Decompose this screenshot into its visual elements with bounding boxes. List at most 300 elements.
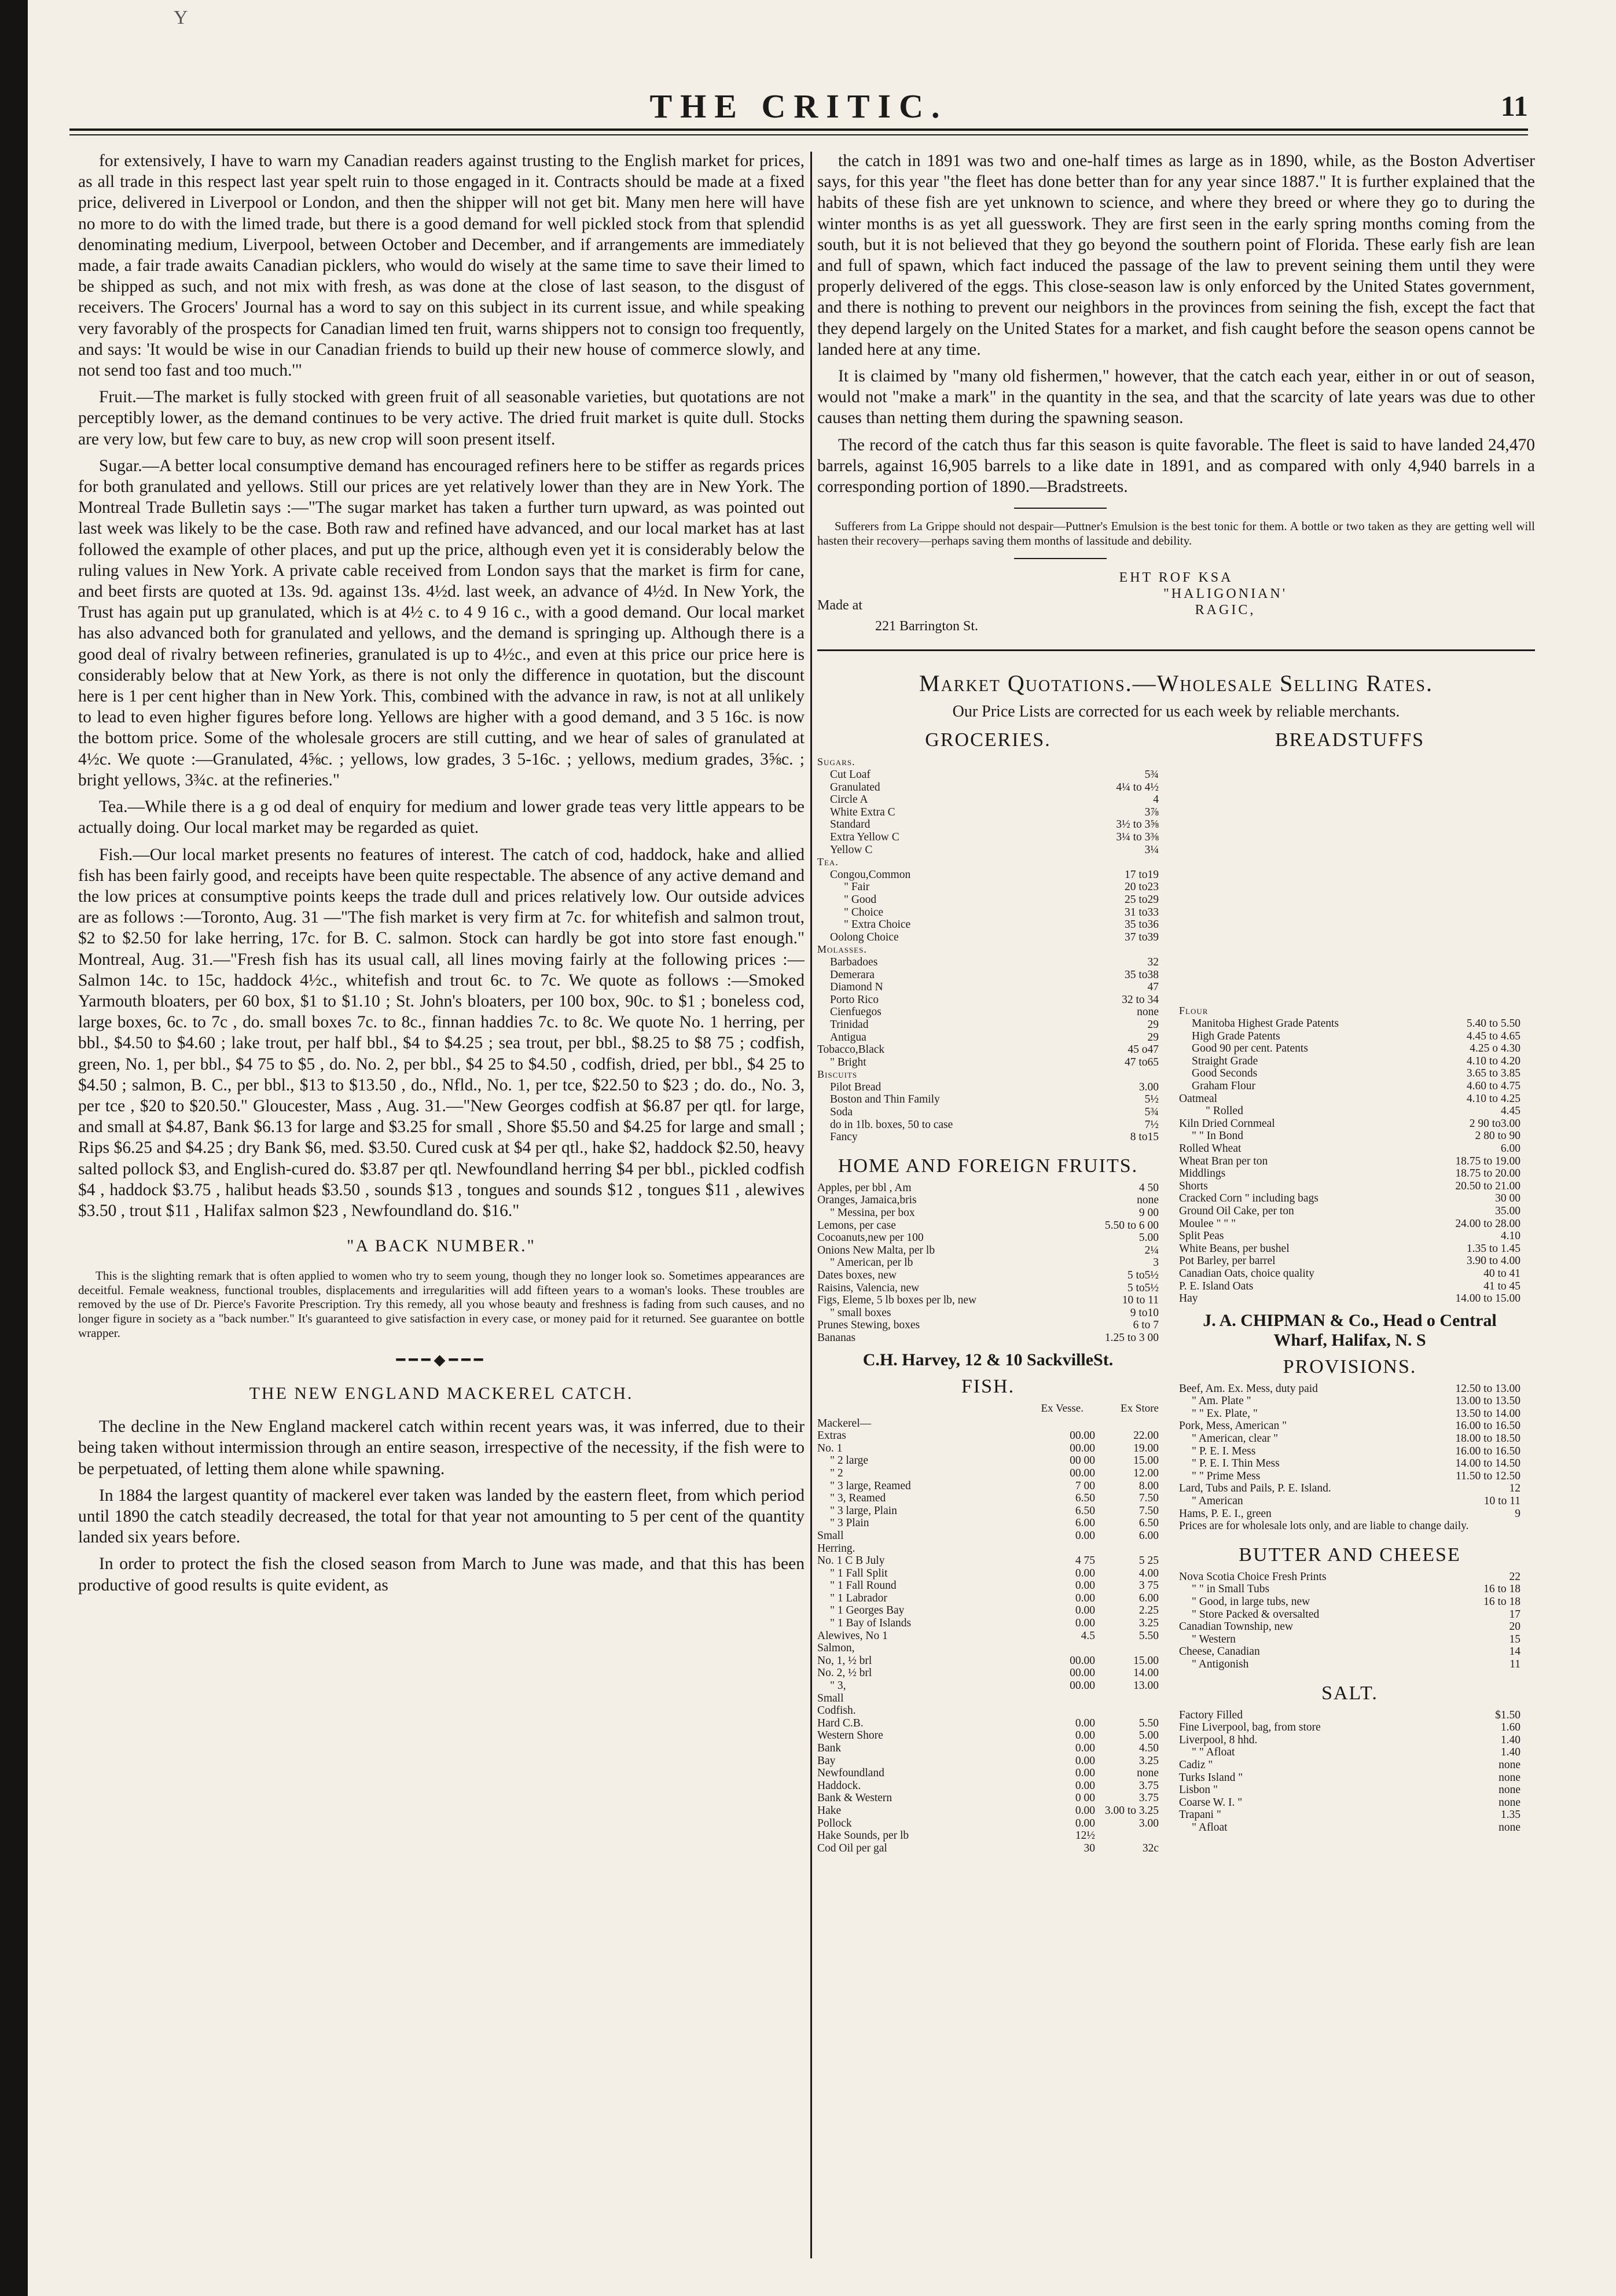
fish-row [817,1742,1159,1755]
groceries-title: GROCERIES. [925,729,1051,751]
fish-store-price [1095,1642,1159,1655]
price-value: 5.50 to 6 00 [1104,1219,1159,1232]
price-row [1179,1645,1520,1658]
price-value: 15 [1509,1633,1520,1645]
fish-vessel-price: 0.00 [1075,1804,1095,1817]
fish-store-price: 15.00 [1133,1654,1159,1667]
price-value: 3.65 to 3.85 [1466,1067,1520,1080]
price-value: 16 to 18 [1483,1596,1520,1608]
fish-store-price: 3.00 [1138,1817,1159,1830]
fish-row [817,1767,1159,1780]
fish-vessel-price: 0.00 [1075,1529,1095,1542]
fish-label: No. 1 C B July [817,1555,885,1567]
price-label: Middlings [1179,1167,1226,1180]
masthead [69,87,1528,125]
price-row [817,1056,1159,1069]
price-value: 4.45 to 4.65 [1466,1030,1520,1042]
price-value: 9 to10 [1130,1306,1159,1319]
price-label: do in 1lb. boxes, 50 to case [830,1118,953,1131]
price-value: 20 to23 [1124,881,1159,894]
price-label: Lisbon " [1179,1784,1218,1797]
breadstuffs-title: BREADSTUFFS [1275,729,1425,751]
fish-label: " 3 Plain [830,1517,869,1530]
price-label: Standard [830,818,871,831]
price-value: 5½ [1144,1093,1159,1106]
butter-cheese-table [1179,1571,1520,1671]
price-label: " Rolled [1206,1105,1243,1118]
fish-row [817,1430,1159,1442]
fruits-table [817,1182,1159,1344]
price-row [1179,1005,1520,1017]
price-label: Turks Island " [1179,1771,1243,1784]
fish-columns [817,1402,1159,1415]
notice-line-3: RAGIC, [1195,603,1256,618]
fish-row [817,1517,1159,1530]
price-value: 7½ [1144,1118,1159,1131]
price-value: none [1499,1771,1520,1784]
fish-vessel-price: 0.00 [1075,1592,1095,1604]
price-value: 14.00 to 14.50 [1455,1457,1520,1470]
notice-address: 221 Barrington St. [875,619,978,634]
price-label: Apples, per bbl , Am [817,1181,912,1194]
fish-store-price [1095,1704,1159,1717]
paragraph: the catch in 1891 was two and one-half times as large as in 1890, while, as the Boston Advertiser says, for this year "the fleet has done better than for any year since 1887." It is further explained that the habits of these fish are yet unknown to science, and where they breed or where they go to during the winter months is as yet all guesswork. They are first seen in the early spring months coming from the south, but it is not believed that they go beyond the southern point of Florida. These early fish are lean and full of spawn, which fact induced the passage of the law to prevent seining them until they were properly delivered of the eggs. This close-season law is only enforced by the United States government, and there is nothing to prevent our neighbors in the provinces from seining the fish, except the fact that they depend largely on the United States for a market, and fish caught before the season opens cannot be landed here at any time. [817,152,1535,359]
fish-store-price: 7.50 [1138,1504,1159,1517]
price-value: 25 to29 [1124,893,1159,906]
fish-label: No. 1 [817,1442,843,1454]
stray-mark: Y [174,7,188,28]
fish-row [817,1630,1159,1643]
price-row [817,806,1159,819]
price-row [817,956,1159,969]
price-value: 10 to 11 [1483,1495,1520,1508]
price-value: 11.50 to 12.50 [1456,1470,1520,1482]
price-value [1155,943,1159,956]
paragraph: Fish.—Our local market presents no features of interest. The catch of cod, haddock, hake and allied fish has been fairly good, and receipts have been quite respectable. The absence of any active demand and the low prices at consumptive points keeps the trade dull and prices relatively low. Our outside advices are as follows :—Toronto, Aug. 31 —"The fish market is very firm at 7c. for whitefish and salmon trout, $2 to $2.50 for lake herring, 17c. for B. C. salmon. Stock can hardly be got into store fast enough." Montreal, Aug. 31.—"Fresh fish has its usual call, all lines moving fairly at the following prices :—Salmon 14c. to 15c, haddock 4½c., whitefish and trout 6c. to 7c. We quote as follows :—Smoked Yarmouth bloaters, per 60 box, $1 to $1.10 ; St. John's bloaters, per 100 box, 90c. to $1 ; boneless cod, large boxes, 6c. to 7c , do. small boxes 7c. to 8c., finnan haddies 7c. to 8c. We quote No. 1 herring, per bbl., $4.50 to $4.60 ; lake trout, per half bbl., $4 to $4.25 ; sea trout, per bbl., $8.25 to $8 75 ; codfish, green, No. 1, per bbl., $4 75 to $5 , do. No. 2, per bbl., $4 25 to $4.50 , codfish, dried, per bbl., $4 25 to $4.50 ; salmon, B. C., per bbl., $13 to $13.50 , do., Nfld., No. 1, per tce, $22.50 to $23 ; do. do., No. 3, per tce , $20 to $20.50." Gloucester, Mass , Aug. 31.—"New Georges codfish at $6.87 per qtl. for large, and small at $4.87, Bank $6.13 for large and $3.25 for small , Shore $5.50 and $4.25 for large and small ; Rips $6.25 and $4.25 ; dry Bank $6, med. $3.50. Cured cusk at $4 per qtl., hake $2, haddock $2.50, heavy salted pollock $3, and English-cured do. $3.87 per qtl. Newfoundland herring $4 per bbl., pickled codfish $4 , haddock $3.75 , halibut heads $3.50 , sounds $13 , tongues and sounds $12 , tongues $11 , alewives $3.50 , trout $11 , Halifax salmon $23 , Newfoundland do. $16." [78,845,805,1220]
price-label: Cut Loaf [830,769,871,781]
fish-label: " 1 Bay of Islands [830,1617,912,1630]
fish-row [817,1830,1159,1842]
back-number-title: "A BACK NUMBER." [347,1236,536,1256]
fish-row [817,1704,1159,1717]
price-label: Cocoanuts,new per 100 [817,1232,924,1244]
price-label: " Messina, per box [830,1207,915,1219]
fish-label: Codfish. [817,1704,856,1717]
price-row [1179,1596,1520,1608]
price-label: Trinidad [830,1018,869,1031]
price-row [817,1068,1159,1081]
mackerel-article-title: THE NEW ENGLAND MACKEREL CATCH. [249,1384,634,1404]
price-row [1179,1395,1520,1408]
price-row [817,844,1159,857]
price-value: 16 to 18 [1483,1583,1520,1596]
fish-vessel-price: 00.00 [1070,1654,1095,1667]
price-value: 4.10 to 4.25 [1466,1092,1520,1105]
price-label: " " In Bond [1192,1130,1244,1143]
chipman-advert: J. A. CHIPMAN & Co., Head o Central Wharf, Halifax, N. S [1203,1310,1497,1350]
price-value: 11 [1510,1658,1520,1670]
price-row [817,943,1159,956]
fish-store-price: 3.75 [1138,1792,1159,1805]
price-label: Demerara [830,968,875,981]
price-row [1179,1408,1520,1420]
fish-row [817,1492,1159,1505]
price-row [817,919,1159,931]
fish-row [817,1655,1159,1667]
fish-store-price: 15.00 [1133,1454,1159,1467]
fish-row [817,1592,1159,1605]
price-value: 35 to38 [1124,968,1159,981]
price-row [817,831,1159,844]
price-label: Fancy [830,1131,858,1144]
fish-label: Salmon, [817,1642,855,1655]
price-value: none [1499,1796,1520,1809]
price-value: 3½ to 3⅝ [1116,818,1159,831]
right-column [817,150,1535,2263]
price-value: 2¼ [1144,1244,1159,1257]
fish-label: " 1 Georges Bay [830,1604,905,1617]
price-label: Kiln Dried Cornmeal [1179,1117,1275,1130]
price-value: 2 80 to 90 [1475,1130,1520,1143]
price-value [1155,756,1159,769]
price-row [1179,1772,1520,1784]
fish-label: " 2 [830,1467,843,1479]
price-label: Trapani " [1179,1809,1221,1821]
paragraph: It is claimed by "many old fishermen," however, that the catch each year, either in or out of season, would not "make a mark" in the quantity in the sea, and that the scarcity of late years was due to other causes than netting them during the spawning season. [817,367,1535,428]
price-row [1179,1746,1520,1759]
fish-label: " 3, Reamed [830,1492,886,1505]
fish-row [817,1579,1159,1592]
price-label: " small boxes [830,1306,891,1319]
price-row [817,794,1159,806]
price-value: 35.00 [1495,1204,1520,1217]
price-column-left [817,727,1159,1854]
price-label: White Beans, per bushel [1179,1242,1290,1255]
fish-vessel-price [1031,1704,1095,1717]
fish-label: Haddock. [817,1779,861,1792]
price-value: 32 to 34 [1122,993,1159,1006]
price-row [817,1207,1159,1219]
price-label: Bananas [817,1331,856,1344]
price-value: 41 to 45 [1483,1280,1520,1292]
price-row [1179,1734,1520,1747]
price-label: Pork, Mess, American " [1179,1420,1287,1432]
price-row [1179,1420,1520,1432]
price-row [1179,1809,1520,1821]
notice-line-1: EHT ROF KSA [1119,570,1233,586]
price-label: Split Peas [1179,1230,1224,1243]
price-row [817,781,1159,794]
fish-vessel-price [1031,1642,1095,1655]
paragraph: for extensively, I have to warn my Canadian readers against trusting to the English market for prices, as all trade in this respect last year spelt ruin to those engaged in it. Contracts should be made at a fixed price, delivered in Liverpool or London, and then the shipper will not get bit. Many men here will have no more to do with the limed trade, but there is a good demand for well pickled stock from that splendid denominating medium, Liverpool, between October and December, and if arrangements are immediately made, a fair trade awaits Canadian picklers, who would do wisely at the same time to save their limed to be shipped as such, and not mix with fresh, as was done at the close of last season, to the disgust of receivers. The Grocers' Journal has a word to say on this subject in its current issue, and while speaking very favorably of the prospects for Canadian limed ten fruit, warns shippers not to consign too frequently, and says: 'It would be wise in our Canadian friends to build up their new house of commerce slowly, and not send too fast and too much.'" [78,152,805,380]
fish-vessel-price: 0.00 [1075,1567,1095,1579]
fish-vessel-price [1031,1692,1095,1705]
paragraph: In order to protect the fish the closed season from March to June was made, and that this has been productive of good results is quite evident, as [78,1555,805,1595]
fish-vessel-price: 30 [1084,1842,1095,1854]
fish-store-price: none [1137,1767,1159,1780]
price-value: none [1137,1194,1159,1207]
price-row [817,1194,1159,1207]
fish-vessel-price: 0.00 [1075,1617,1095,1630]
price-label: Fine Liverpool, bag, from store [1179,1721,1321,1734]
fish-row [817,1680,1159,1692]
fish-store-price [1095,1692,1159,1705]
fish-row [817,1842,1159,1855]
price-row [817,1119,1159,1132]
price-value: 18.75 to 20.00 [1455,1167,1520,1180]
price-row [817,894,1159,906]
price-label: Moulee " " " [1179,1217,1236,1230]
price-row [1179,1017,1520,1030]
price-value: 9 00 [1138,1207,1159,1219]
price-value: none [1499,1784,1520,1797]
price-row [817,1006,1159,1019]
price-row [817,1294,1159,1307]
fish-row [817,1454,1159,1467]
fish-store-price [1095,1417,1159,1430]
price-row [817,1282,1159,1295]
price-label: Canadian Oats, choice quality [1179,1267,1314,1280]
page-binding-edge [0,0,28,2296]
price-row [1179,1633,1520,1646]
price-label: Onions New Malta, per lb [817,1244,935,1257]
fish-vessel-price: 00.00 [1070,1430,1095,1442]
fish-label: " 1 Fall Split [830,1567,888,1579]
price-value: 5 to5½ [1127,1281,1159,1294]
price-label: " Choice [844,906,884,919]
fish-vessel-price [1031,1417,1095,1430]
price-label: Canadian Township, new [1179,1621,1294,1633]
short-rule [1014,508,1107,509]
price-row [1179,1167,1520,1180]
price-label: Porto Rico [830,993,879,1006]
breadstuffs-table [1179,1005,1520,1305]
fish-vessel-price: 0.00 [1075,1579,1095,1592]
price-label: " American, per lb [830,1257,913,1269]
price-value: 20 [1509,1621,1520,1633]
fish-store-price: 2.25 [1138,1604,1159,1617]
haligonian-notice [817,570,1535,634]
price-value: 4.10 [1500,1230,1520,1243]
price-row [1179,1508,1520,1520]
fish-label: Extras [817,1430,846,1442]
fish-store-price: 19.00 [1133,1442,1159,1454]
price-row [1179,1583,1520,1596]
fish-row [817,1817,1159,1830]
price-label: Oolong Choice [830,931,899,943]
fish-store-price: 6.50 [1138,1517,1159,1530]
fish-row [817,1542,1159,1555]
fish-vessel-price: 0 00 [1075,1792,1095,1805]
fish-label: " 3, [830,1680,846,1692]
price-value: none [1137,1006,1159,1019]
price-row [1179,1784,1520,1797]
fish-label: Mackerel— [817,1417,872,1430]
price-label: Flour [1179,1005,1209,1017]
price-row [817,1244,1159,1257]
price-label: Manitoba Highest Grade Patents [1192,1017,1339,1030]
price-row [1179,1080,1520,1093]
price-label: " Western [1192,1633,1236,1645]
price-value: 5 to5½ [1127,1269,1159,1281]
fish-row [817,1780,1159,1792]
price-label: Pot Barley, per barrel [1179,1255,1276,1268]
fish-store-price: 5 25 [1138,1555,1159,1567]
fish-store-price: 13.00 [1133,1680,1159,1692]
fish-store-price: 12.00 [1133,1467,1159,1479]
price-row [1179,1470,1520,1483]
fish-label: Hard C.B. [817,1717,864,1729]
fish-label: Bay [817,1754,836,1767]
price-label: " " Prime Mess [1192,1470,1261,1482]
fish-store-price: 3.75 [1138,1779,1159,1792]
price-row [1179,1105,1520,1118]
price-row [1179,1482,1520,1495]
fish-store-price: 3.25 [1138,1617,1159,1630]
price-value: 29 [1147,1018,1159,1031]
butter-cheese-title: BUTTER AND CHEESE [1239,1544,1461,1566]
price-label: " P. E. I. Mess [1192,1445,1256,1457]
fish-label: Hake Sounds, per lb [817,1830,909,1842]
price-label: Lard, Tubs and Pails, P. E. Island. [1179,1482,1331,1495]
price-label: " Antigonish [1192,1658,1249,1670]
price-row [1179,1218,1520,1230]
price-label: Raisins, Valencia, new [817,1281,920,1294]
price-row [817,1219,1159,1232]
fish-title: FISH. [961,1375,1015,1397]
price-row [817,1257,1159,1269]
price-label: Boston and Thin Family [830,1093,940,1106]
fish-label: No. 2, ½ brl [817,1667,872,1680]
fish-store-price: 14.00 [1133,1667,1159,1680]
price-label: Congou,Common [830,868,911,881]
price-label: Cienfuegos [830,1006,882,1019]
price-value: 17 [1509,1608,1520,1621]
price-row [817,856,1159,869]
fish-row [817,1805,1159,1817]
price-value: 47 [1147,981,1159,994]
paragraph: In 1884 the largest quantity of mackerel ever taken was landed by the eastern fleet, from which period until 1890 the catch steadily decreased, the total for that year not amounting to 5 per cent of the quantity landed six years before. [78,1486,805,1547]
price-row [1179,1797,1520,1809]
price-label: Nova Scotia Choice Fresh Prints [1179,1570,1327,1583]
market-report-text [78,150,805,1221]
fish-vessel-price: 0.00 [1075,1767,1095,1780]
price-row [817,906,1159,919]
left-column [78,150,805,2263]
header-rule [69,128,1528,131]
price-value: 3¼ [1144,843,1159,856]
fish-vessel-price: 0.00 [1075,1604,1095,1617]
price-value: 10 to 11 [1122,1294,1159,1307]
price-label: " Afloat [1192,1821,1228,1834]
price-row [817,994,1159,1006]
price-value: 13.50 to 14.00 [1455,1407,1520,1420]
fish-label: Pollock [817,1817,852,1830]
fish-row [817,1729,1159,1742]
price-label: Yellow C [830,843,873,856]
price-label: Prices are for wholesale lots only, and are liable to change daily. [1179,1520,1469,1533]
price-value: 18.00 to 18.50 [1455,1432,1520,1445]
price-row [1179,1457,1520,1470]
fish-label: " 1 Labrador [830,1592,887,1604]
fish-label: " 2 large [830,1454,869,1467]
fish-vessel-price: 00 00 [1070,1454,1095,1467]
price-label: Diamond N [830,981,883,994]
price-row [1179,1042,1520,1055]
fish-label: Herring. [817,1542,855,1555]
price-value: 3 [1153,1257,1159,1269]
fish-vessel-price: 00.00 [1070,1442,1095,1454]
fish-store-price: 5.50 [1138,1629,1159,1642]
fish-label: Small [817,1692,844,1704]
price-row [1179,1292,1520,1305]
fish-vessel-price [1031,1542,1095,1555]
price-row [1179,1180,1520,1193]
harvey-advert: C.H. Harvey, 12 & 10 SackvilleSt. [862,1350,1114,1369]
price-label: Oatmeal [1179,1092,1218,1105]
price-label: Barbadoes [830,956,878,968]
fish-row [817,1755,1159,1768]
fish-row [817,1604,1159,1617]
fish-table [817,1417,1159,1855]
fish-vessel-price: 0.00 [1075,1742,1095,1754]
price-label: Good Seconds [1192,1067,1258,1080]
price-value: 35 to36 [1124,919,1159,931]
price-value: 24.00 to 28.00 [1455,1217,1520,1230]
back-number-text: This is the slighting remark that is often applied to women who try to seem young, though they no longer look so. Sometimes appearances are deceitful. Female weakness, functional troubles, displacements and irregularities will add fifteen years to a woman's looks. These troubles are removed by the use of Dr. Pierce's Favorite Prescription. Try this remedy, all you whose beauty and freshness is fading from such causes, and no longer figure in society as a "back number." It's guaranteed to give satisfaction in every case, or money paid for it returned. See guarantee on bottle wrapper. [78,1269,805,1340]
price-value: 4.60 to 4.75 [1466,1080,1520,1092]
price-value: 18.75 to 19.00 [1455,1155,1520,1167]
fish-label: Bank & Western [817,1792,893,1805]
price-row [1179,1255,1520,1268]
fish-vessel-price: 0.00 [1075,1717,1095,1729]
price-value: 14.00 to 15.00 [1455,1292,1520,1305]
price-row [817,881,1159,894]
price-value: 20.50 to 21.00 [1455,1180,1520,1192]
price-label: Granulated [830,781,880,794]
fish-store-price: 6.00 [1138,1592,1159,1604]
price-row [817,1081,1159,1094]
price-row [1179,1759,1520,1772]
price-value: $1.50 [1495,1709,1520,1721]
short-rule-2 [1014,558,1107,559]
fish-label: Alewives, No 1 [817,1629,888,1642]
price-value: 1.35 to 1.45 [1466,1242,1520,1255]
fish-store-price: 32c [1142,1842,1159,1854]
price-value: 1.35 [1500,1809,1520,1821]
fish-row [817,1442,1159,1455]
fish-row [817,1792,1159,1805]
price-value: 22 [1509,1570,1520,1583]
price-value: 13.00 to 13.50 [1455,1395,1520,1408]
price-row [1179,1709,1520,1722]
fish-label: Cod Oil per gal [817,1842,887,1854]
price-row [817,1269,1159,1282]
price-value: 5.40 to 5.50 [1466,1017,1520,1030]
fish-store-price [1095,1830,1159,1842]
price-value: 6.00 [1500,1142,1520,1155]
fish-row [817,1530,1159,1542]
fish-col-vessel: Ex Vesse. [1041,1402,1084,1415]
price-label: White Extra C [830,806,895,818]
price-label: " " Afloat [1192,1746,1235,1759]
price-row [1179,1055,1520,1068]
fish-vessel-price: 6.50 [1075,1504,1095,1517]
price-row [817,1093,1159,1106]
price-value: 1.40 [1500,1733,1520,1746]
price-label: " American [1192,1495,1243,1508]
price-label: " Store Packed & oversalted [1192,1608,1320,1621]
